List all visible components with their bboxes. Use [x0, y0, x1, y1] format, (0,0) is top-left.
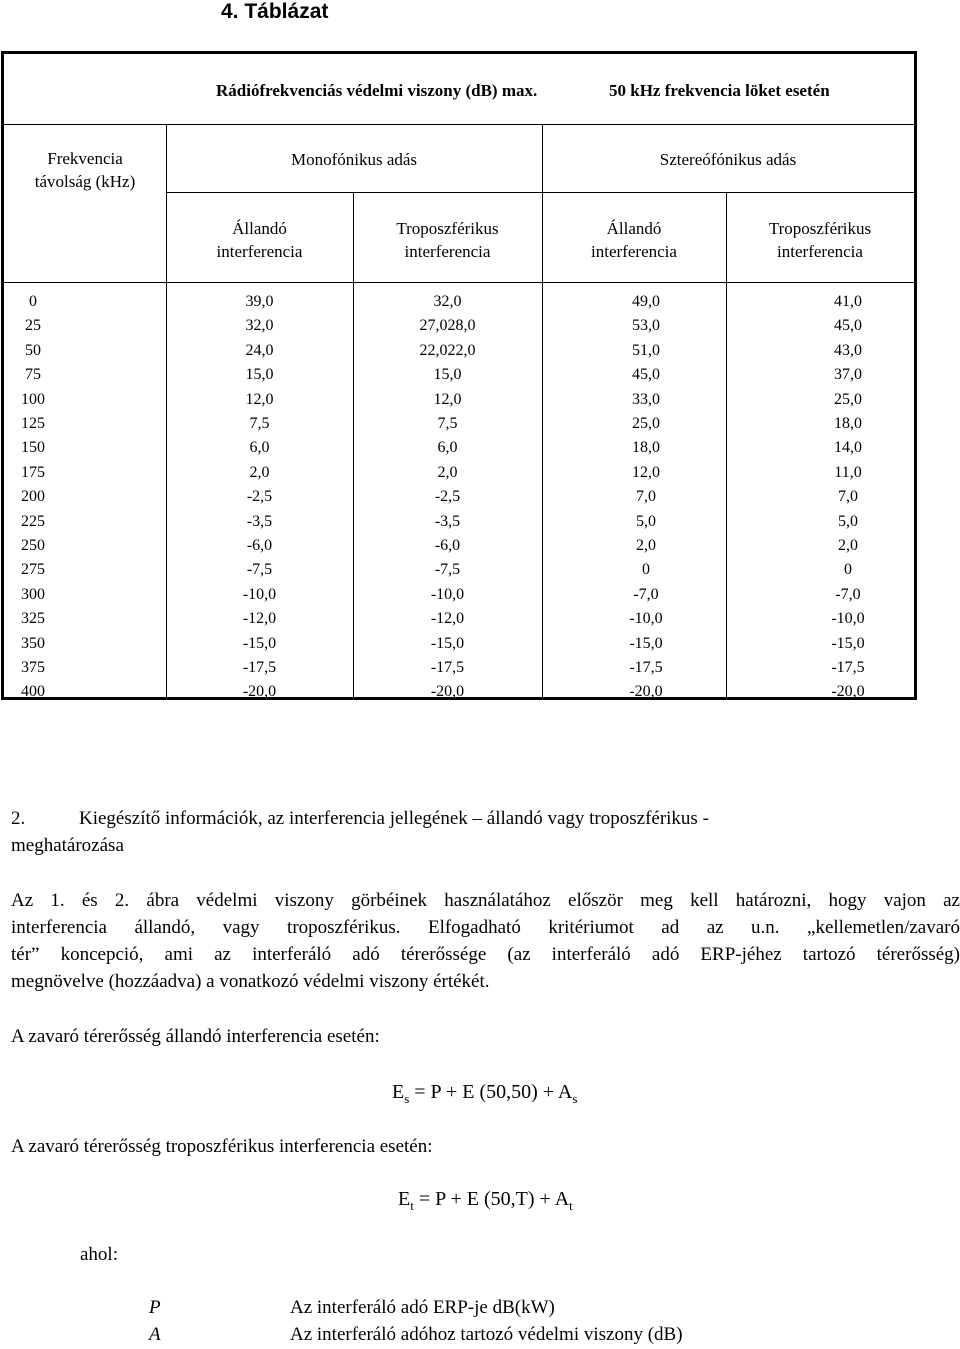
table-cell-value: 15,0 — [245, 366, 274, 383]
section-heading: Kiegészítő információk, az interferencia jellegének – állandó vagy troposzférikus - — [79, 808, 709, 829]
table-cell-value: 39,0 — [245, 293, 274, 310]
formula-symbol: E — [392, 1081, 405, 1103]
table-cell-frequency: 200 — [21, 488, 45, 505]
table-cell-frequency: 325 — [21, 610, 45, 627]
table-cell-value: -20,0 — [831, 683, 865, 700]
table-caption-right: 50 kHz frekvencia löket esetén — [609, 81, 830, 100]
table-cell-value: 53,0 — [632, 317, 660, 334]
table-cell-value: -10,0 — [242, 586, 277, 603]
table-cell-value: -2,5 — [434, 488, 461, 505]
table-cell-value: 6,0 — [249, 439, 270, 456]
formula-subscript: s — [404, 1091, 410, 1106]
table-cell-frequency: 0 — [29, 293, 37, 310]
table-cell-value: 25,0 — [632, 415, 660, 432]
table-cell-value: 2,0 — [838, 537, 858, 554]
subheader-stereo-constant: Állandó interferencia — [591, 219, 677, 261]
table-cell-value: -10,0 — [629, 610, 663, 627]
table-cell-value: 51,0 — [632, 342, 660, 359]
table-cell-value: 0 — [844, 561, 852, 578]
formula-body: = P + E (50,50) + A — [409, 1081, 573, 1103]
formula-constant — [392, 1079, 577, 1112]
table-cell-value: 45,0 — [834, 317, 862, 334]
table-cell-value: 12,0 — [433, 391, 462, 408]
table-cell-frequency: 350 — [21, 635, 45, 652]
table-cell-value: 5,0 — [636, 513, 656, 530]
table-rule — [542, 124, 543, 697]
table-rule — [166, 192, 914, 193]
table-cell-value: -3,5 — [434, 513, 461, 530]
subheader-mono-constant: Állandó interferencia — [216, 219, 303, 261]
table-cell-value: 41,0 — [834, 293, 862, 310]
table-cell-value: -17,5 — [831, 659, 865, 676]
table-cell-frequency: 75 — [25, 366, 41, 383]
table-cell-value: 7,0 — [838, 488, 858, 505]
table-cell-value: 32,0 — [245, 317, 274, 334]
table-cell-frequency: 225 — [21, 513, 45, 530]
table-cell-value: 15,0 — [433, 366, 462, 383]
table-cell-value: 27,028,0 — [419, 317, 476, 334]
table-cell-frequency: 275 — [21, 561, 45, 578]
table-cell-value: 7,5 — [249, 415, 270, 432]
table-cell-value: 22,022,0 — [419, 342, 476, 359]
table-cell-value: 18,0 — [632, 439, 660, 456]
table-cell-value: 18,0 — [834, 415, 862, 432]
formula-tropo — [398, 1186, 573, 1219]
table-cell-value: -15,0 — [242, 635, 277, 652]
table-cell-value: 45,0 — [632, 366, 660, 383]
header-mono: Monofónikus adás — [290, 150, 418, 169]
table-cell-value: -15,0 — [629, 635, 663, 652]
subheader-stereo-tropo: Troposzférikus interferencia — [768, 219, 872, 261]
definition-symbol: P — [149, 1297, 161, 1318]
table-cell-value: -6,0 — [246, 537, 273, 554]
table-rule — [4, 124, 914, 125]
document-title: 4. Táblázat — [221, 0, 329, 23]
table-cell-value: 14,0 — [834, 439, 862, 456]
definition-text: Az interferáló adóhoz tartozó védelmi viszony (dB) — [290, 1324, 683, 1345]
table-cell-value: -6,0 — [434, 537, 461, 554]
definition-text: Az interferáló adó ERP-je dB(kW) — [290, 1297, 555, 1318]
table-cell-value: 33,0 — [632, 391, 660, 408]
table-cell-value: -7,5 — [434, 561, 461, 578]
table-cell-value: -7,0 — [633, 586, 659, 603]
table-rule — [4, 282, 914, 283]
table-caption-left: Rádiófrekvenciás védelmi viszony (dB) max. — [216, 81, 538, 100]
table-cell-frequency: 375 — [21, 659, 45, 676]
protection-ratio-table — [1, 51, 917, 700]
table-cell-value: 12,0 — [245, 391, 274, 408]
table-cell-value: -7,0 — [835, 586, 861, 603]
table-cell-value: -7,5 — [246, 561, 273, 578]
table-cell-value: -10,0 — [831, 610, 865, 627]
table-cell-value: -2,5 — [246, 488, 273, 505]
subheader-mono-tropo: Troposzférikus interferencia — [396, 219, 499, 261]
table-cell-frequency: 400 — [21, 683, 45, 700]
table-cell-value: -20,0 — [629, 683, 663, 700]
table-cell-value: -17,5 — [242, 659, 277, 676]
table-cell-value: 5,0 — [838, 513, 858, 530]
table-cell-value: 7,0 — [636, 488, 656, 505]
section-number: 2. — [11, 808, 26, 829]
formula-subscript: s — [572, 1091, 578, 1106]
paragraph-line: interferencia állandó, vagy troposzférikus. Elfogadható kritériumot ad az u.n. „kellemetlen/zavaró — [11, 917, 960, 938]
header-stereo: Sztereófónikus adás — [659, 150, 797, 169]
formula-symbol: E — [398, 1188, 411, 1210]
table-cell-frequency: 125 — [21, 415, 45, 432]
table-cell-frequency: 100 — [21, 391, 45, 408]
table-cell-value: 2,0 — [249, 464, 270, 481]
table-cell-frequency: 150 — [21, 439, 45, 456]
formula-subscript: t — [569, 1198, 573, 1213]
table-cell-frequency: 50 — [25, 342, 41, 359]
table-cell-value: 24,0 — [245, 342, 274, 359]
tropo-interference-intro: A zavaró térerősség troposzférikus interferencia esetén: — [11, 1136, 433, 1157]
paragraph-line: tér” koncepció, ami az interferáló adó térerőssége (az interferáló adó ERP-jéhez tartozó térerősség) — [11, 944, 960, 965]
table-cell-value: -15,0 — [831, 635, 865, 652]
table-cell-value: -20,0 — [242, 683, 277, 700]
table-cell-value: 2,0 — [437, 464, 458, 481]
table-cell-value: -12,0 — [430, 610, 465, 627]
table-cell-value: -3,5 — [246, 513, 273, 530]
paragraph-line: megnövelve (hozzáadva) a vonatkozó védelmi viszony értékét. — [11, 971, 490, 992]
table-cell-frequency: 175 — [21, 464, 45, 481]
table-cell-value: 32,0 — [433, 293, 462, 310]
table-cell-value: 25,0 — [834, 391, 862, 408]
table-cell-value: 6,0 — [437, 439, 458, 456]
formula-subscript: t — [410, 1198, 414, 1213]
table-cell-value: 11,0 — [834, 464, 862, 481]
table-cell-value: 37,0 — [834, 366, 862, 383]
header-frequency-distance: Frekvencia távolság (kHz) — [34, 149, 136, 191]
where-label: ahol: — [80, 1244, 118, 1265]
table-cell-value: 49,0 — [632, 293, 660, 310]
table-cell-frequency: 250 — [21, 537, 45, 554]
table-cell-value: 7,5 — [437, 415, 458, 432]
constant-interference-intro: A zavaró térerősség állandó interferencia esetén: — [11, 1026, 380, 1047]
table-cell-value: 12,0 — [632, 464, 660, 481]
section-heading-cont: meghatározása — [11, 835, 124, 856]
table-cell-value: 0 — [642, 561, 650, 578]
table-cell-value: -17,5 — [629, 659, 663, 676]
paragraph-line: Az 1. és 2. ábra védelmi viszony görbéinek használatához először meg kell határozni, hogy vajon az — [11, 890, 960, 911]
table-cell-frequency: 25 — [25, 317, 41, 334]
formula-body: = P + E (50,T) + A — [413, 1188, 570, 1210]
table-cell-value: -20,0 — [430, 683, 465, 700]
table-cell-value: 2,0 — [636, 537, 656, 554]
table-cell-value: -15,0 — [430, 635, 465, 652]
definition-symbol: A — [149, 1324, 161, 1345]
table-cell-value: -12,0 — [242, 610, 277, 627]
table-cell-value: -10,0 — [430, 586, 465, 603]
table-cell-value: 43,0 — [834, 342, 862, 359]
table-cell-frequency: 300 — [21, 586, 45, 603]
table-cell-value: -17,5 — [430, 659, 465, 676]
